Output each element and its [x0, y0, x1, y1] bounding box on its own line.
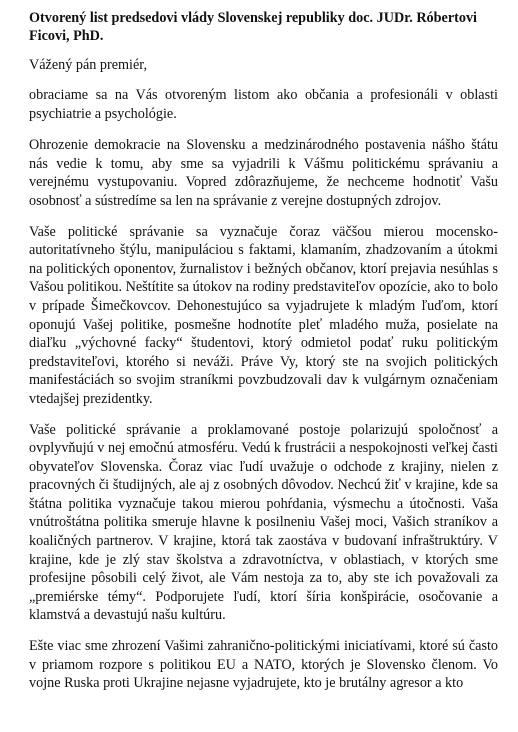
- paragraph-polarization: Vaše politické správanie a proklamované postoje polarizujú spoločnosť a ovplyvňujú v nej emočnú atmosféru. Vedú k frustrácii a nespokojnosti veľkej časti obyvateľov Slovenska. Čoraz viac ľudí uvažuje o odchode z krajiny, nielen z pracovných či študijných, ale aj z osobných dôvodov. Nechcú žiť v krajine, kde sa štátna politika vyznačuje takou mierou pohŕdania, výsmechu a útočnosti. Vaša vnútroštátna politika smeruje hlavne k posilneniu Vašej moci, Vašich straníkov a koaličných partnerov. V krajine, ktorá tak zaostáva v budovaní infraštruktúry. V krajine, kde je zlý stav školstva a zdravotníctva, v oblastiach, v ktorých sme profesijne pôsobili celý život, ale Vám nestoja za to, aby ste ich považovali za „premiérske témy“. Podporujete ľudí, ktorí šíria konšpirácie, osočovanie a klamstvá a devastujú našu kultúru.: [29, 421, 498, 624]
- paragraph-foreign-policy: Ešte viac sme zhrození Vašimi zahranično-politickými iniciatívami, ktoré sú často v priamom rozpore s politikou EU a NATO, ktorých je Slovensko členom. Vo vojne Ruska proti Ukrajine nejasne vyjadrujete, kto je brutálny agresor a kto: [29, 638, 498, 692]
- letter-salutation: Vážený pán premiér,: [29, 57, 147, 73]
- paragraph-intro: obraciame sa na Vás otvoreným listom ako občania a profesionáli v oblasti psychiatrie a psychológie.: [29, 87, 498, 122]
- paragraph-political-behavior: Vaše politické správanie sa vyznačuje čoraz väčšou mierou mocensko-autoritatívneho štýlu, manipuláciou s faktami, klamaním, zhadzovaním a útokmi na politických oponentov, žurnalistov i bežných občanov, ktorí prejavia nesúhlas s Vašou politikou. Neštítite sa útokov na rodiny predstaviteľov opozície, ako to bolo v prípade Šimečkovcov. Dehonestujúco sa vyjadrujete k mladým ľuďom, ktorí oponujú Vašej politike, posmešne hodnotíte pleť mladého muža, posielate na diaľku „výchovné facky“ študentovi, ktorý odmietol podať ruku politickým predstaviteľovi, ktorého si neváži. Práve Vy, ktorý ste na svojich politických manifestáciách so svojim straníkmi povzbudzovali dav k vulgárnym označeniam vtedajšej prezidentky.: [29, 223, 498, 407]
- letter-title: Otvorený list predsedovi vlády Slovenskej republiky doc. JUDr. Róbertovi Ficovi, PhD.: [29, 10, 477, 44]
- paragraph-democracy-threat: Ohrozenie demokracie na Slovensku a medzinárodného postavenia nášho štátu nás vedie k tomu, aby sme sa vyjadrili k Vášmu politickému správaniu a verejnému vystupovaniu. Vopred zdôrazňujeme, že nechceme hodnotiť Vašu osobnosť a sústredíme sa len na správanie z verejne dostupných zdrojov.: [29, 137, 498, 209]
